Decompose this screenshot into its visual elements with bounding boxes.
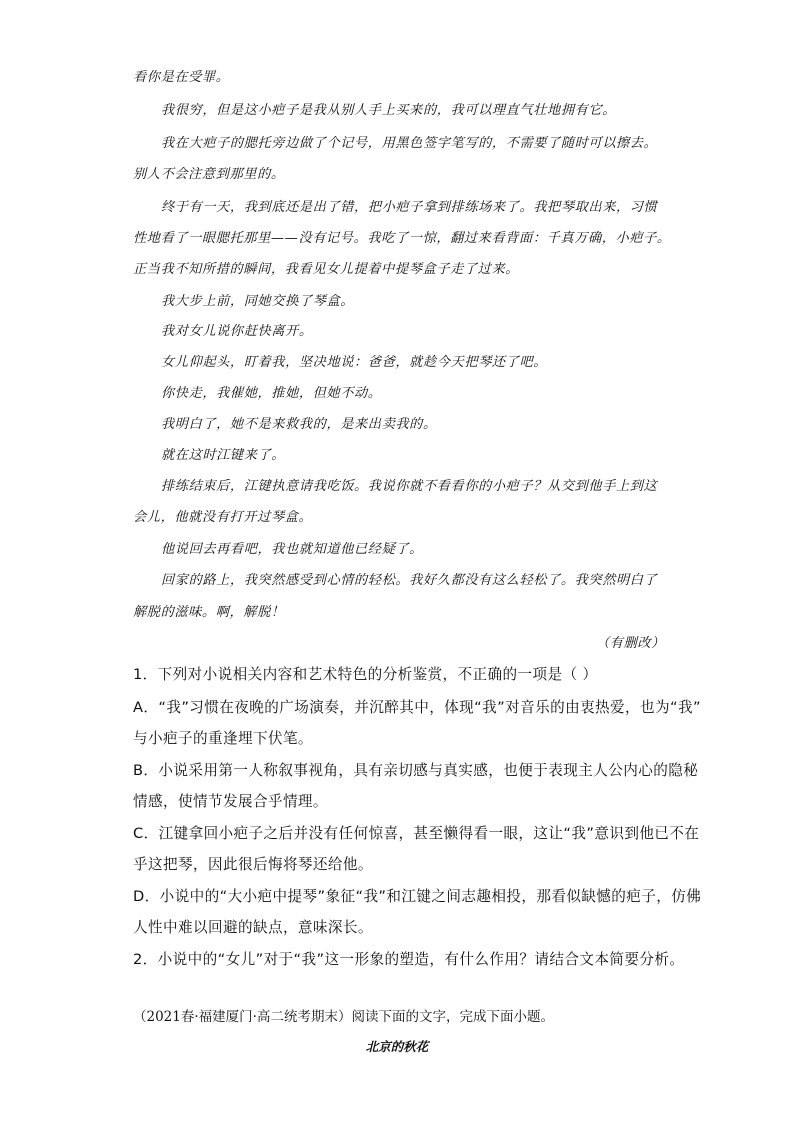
paragraph-line: 他说回去再看吧，我也就知道他已经疑了。 bbox=[161, 542, 423, 557]
paragraph-line: 我明白了，她不是来救我的，是来出卖我的。 bbox=[161, 417, 437, 432]
option-b-cont: 情感，使情节发展合乎情理。 bbox=[133, 793, 328, 810]
paragraph-line: 会儿，他就没有打开过琴盒。 bbox=[133, 510, 313, 525]
paragraph-line: 终于有一天，我到底还是出了错，把小疤子拿到排练场来了。我把琴取出来，习惯 bbox=[161, 200, 658, 215]
revision-note: （有删改） bbox=[596, 636, 665, 651]
option-c-cont: 乎这把琴，因此很后悔将琴还给他。 bbox=[133, 856, 373, 873]
passage-title: 北京的秋花 bbox=[365, 1039, 429, 1054]
paragraph-line: 你快走，我催她，推她，但她不动。 bbox=[161, 386, 382, 401]
paragraph-line: 性地看了一眼腮托那里——没有记号。我吃了一惊，翻过来看背面：千真万确，小疤子。 bbox=[133, 231, 671, 246]
paragraph-line: 别人不会注意到那里的。 bbox=[133, 167, 285, 182]
paragraph-line: 看你是在受罪。 bbox=[133, 70, 230, 85]
paragraph-line: 排练结束后，江键执意请我吃饭。我说你就不看看你的小疤子？从交到他手上到这 bbox=[161, 479, 658, 494]
paragraph-line: 我很穷，但是这小疤子是我从别人手上买来的，我可以理直气壮地拥有它。 bbox=[161, 103, 616, 118]
passage-source: （2021春·福建厦门·高二统考期末）阅读下面的文字，完成下面小题。 bbox=[133, 1009, 554, 1025]
question-1: 1．下列对小说相关内容和艺术特色的分析鉴赏，不正确的一项是（ ） bbox=[133, 666, 598, 683]
paragraph-line: 回家的路上，我突然感受到心情的轻松。我好久都没有这么轻松了。我突然明白了 bbox=[161, 573, 658, 588]
option-c: C．江键拿回小疤子之后并没有任何惊喜，甚至懒得看一眼，这让“我”意识到他已不在 bbox=[133, 825, 700, 842]
option-a-cont: 与小疤子的重逢埋下伏笔。 bbox=[133, 730, 313, 747]
question-2: 2．小说中的“女儿”对于“我”这一形象的塑造，有什么作用？请结合文本简要分析。 bbox=[133, 951, 685, 968]
paragraph-line: 我在大疤子的腮托旁边做了个记号，用黑色签字笔写的，不需要了随时可以擦去。 bbox=[161, 136, 658, 151]
option-b: B．小说采用第一人称叙事视角，具有亲切感与真实感，也便于表现主人公内心的隐秘 bbox=[133, 762, 699, 779]
option-d-cont: 人性中难以回避的缺点，意味深长。 bbox=[133, 919, 373, 936]
paragraph-line: 就在这时江键来了。 bbox=[161, 448, 286, 463]
paragraph-line: 解脱的滋味。啊，解脱！ bbox=[133, 605, 285, 620]
paragraph-line: 我对女儿说你赶快离开。 bbox=[161, 324, 313, 339]
option-d: D．小说中的“大小疤中提琴”象征“我”和江键之间志趣相投，那看似缺憾的疤子，仿佛 bbox=[133, 888, 702, 905]
option-a: A．“我”习惯在夜晚的广场演奏，并沉醉其中，体现“我”对音乐的由衷热爱，也为“我” bbox=[133, 699, 701, 716]
paragraph-line: 女儿仰起头，盯着我，坚决地说：爸爸，就趁今天把琴还了吧。 bbox=[161, 355, 548, 370]
paragraph-line: 正当我不知所措的瞬间，我看见女儿提着中提琴盒子走了过来。 bbox=[133, 262, 520, 277]
paragraph-line: 我大步上前，同她交换了琴盒。 bbox=[161, 294, 355, 309]
